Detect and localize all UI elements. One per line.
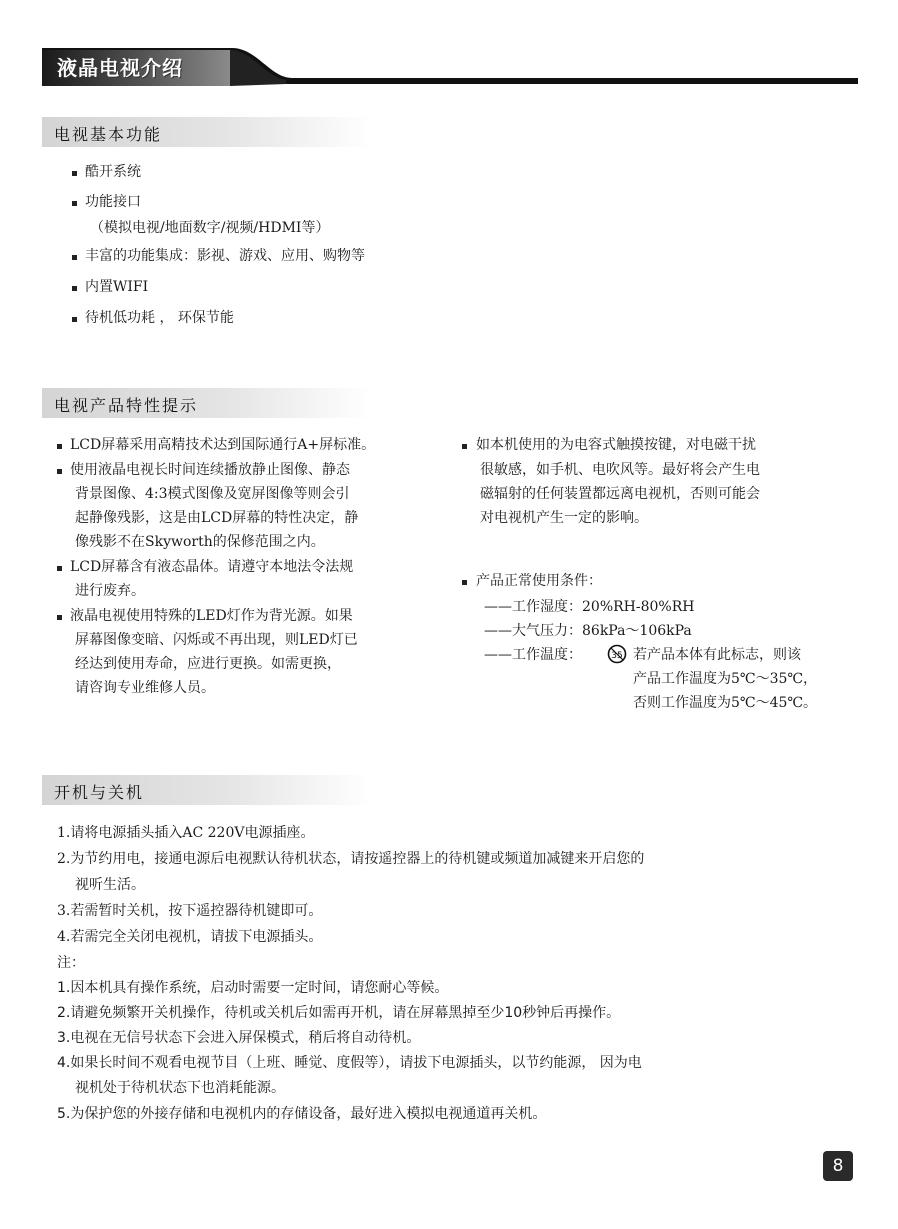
list-item: 内置WIFI [85, 279, 149, 295]
text-line: 起静像残影，这是由LCD屏幕的特性决定，静 [75, 510, 359, 526]
list-item: 待机低功耗 ， 环保节能 [85, 310, 234, 326]
bullet-icon [72, 286, 77, 291]
bullet-icon [72, 201, 77, 206]
note-line: 视机处于待机状态下也消耗能源。 [75, 1080, 285, 1096]
text-line: 磁辐射的任何装置都远离电视机，否则可能会 [480, 486, 760, 502]
section-title: 电视产品特性提示 [54, 396, 199, 415]
step-line: 1.请将电源插头插入AC 220V电源插座。 [57, 825, 315, 841]
text-line: 如本机使用的为电容式触摸按键，对电磁干扰 [476, 437, 756, 453]
svg-text:35: 35 [611, 651, 623, 661]
text-line: 否则工作温度为5℃～45℃。 [633, 695, 818, 711]
text-line: 产品工作温度为5℃～35℃， [633, 671, 818, 687]
bullet-icon [57, 444, 62, 449]
text-line: 像残影不在Skyworth的保修范围之内。 [75, 534, 325, 550]
section-header-basic [42, 117, 372, 147]
bullet-icon [57, 615, 62, 620]
text-line: LCD屏幕含有液态晶体。请遵守本地法令法规 [70, 559, 354, 575]
page-header-banner [42, 42, 858, 90]
note-line: 1.因本机具有操作系统，启动时需要一定时间，请您耐心等候。 [57, 980, 449, 996]
text-line: 对电视机产生一定的影响。 [480, 510, 648, 526]
note-label: 注： [57, 955, 85, 971]
bullet-icon [72, 171, 77, 176]
list-item: 功能接口 [85, 194, 141, 210]
text-line: 很敏感，如手机、电吹风等。最好将会产生电 [480, 462, 760, 478]
conditions-title: 产品正常使用条件： [476, 573, 602, 589]
list-item: 酷开系统 [85, 164, 141, 180]
list-item-detail: （模拟电视/地面数字/视频/HDMI等） [90, 220, 330, 236]
text-line: LCD屏幕采用高精技术达到国际通行A+屏标准。 [70, 437, 376, 453]
page-title: 液晶电视介绍 [57, 56, 183, 80]
step-line: 2.为节约用电，接通电源后电视默认待机状态，请按遥控器上的待机键或频道加减键来开启您的 [57, 851, 645, 867]
text-line: 请咨询专业维修人员。 [75, 680, 215, 696]
section-header-features [42, 388, 372, 418]
list-item: 丰富的功能集成：影视、游戏、应用、购物等 [85, 248, 365, 264]
bullet-icon [72, 317, 77, 322]
bullet-icon [462, 444, 467, 449]
text-line: 液晶电视使用特殊的LED灯作为背光源。如果 [70, 608, 353, 624]
bullet-icon [57, 469, 62, 474]
temperature-symbol-icon [607, 644, 627, 664]
condition-temperature: ——工作温度： [484, 647, 582, 663]
page-number: 8 [823, 1151, 853, 1181]
text-line: 进行废弃。 [75, 583, 145, 599]
note-line: 3.电视在无信号状态下会进入屏保模式，稍后将自动待机。 [57, 1030, 421, 1046]
text-line: 屏幕图像变暗、闪烁或不再出现，则LED灯已 [75, 632, 358, 648]
section-title: 开机与关机 [54, 783, 145, 802]
note-line: 4.如果长时间不观看电视节目（上班、睡觉、度假等），请拔下电源插头，以节约能源， 因为电 [57, 1055, 642, 1071]
bullet-icon [462, 580, 467, 585]
condition-pressure: ——大气压力：86kPa～106kPa [484, 623, 692, 639]
section-title: 电视基本功能 [54, 125, 163, 144]
text-line: 经达到使用寿命，应进行更换。如需更换， [75, 656, 341, 672]
step-line: 3.若需暂时关机，按下遥控器待机键即可。 [57, 903, 323, 919]
section-header-power [42, 775, 372, 805]
step-line: 4.若需完全关闭电视机，请拔下电源插头。 [57, 929, 323, 945]
condition-humidity: ——工作湿度：20%RH-80%RH [484, 599, 695, 615]
step-line: 视听生活。 [75, 877, 145, 893]
text-line: 若产品本体有此标志，则该 [633, 647, 801, 663]
bullet-icon [57, 566, 62, 571]
note-line: 5.为保护您的外接存储和电视机内的存储设备，最好进入模拟电视通道再关机。 [57, 1106, 547, 1122]
note-line: 2.请避免频繁开关机操作，待机或关机后如需再开机，请在屏幕黑掉至少10秒钟后再操作。 [57, 1005, 621, 1021]
text-line: 使用液晶电视长时间连续播放静止图像、静态 [70, 462, 350, 478]
bullet-icon [72, 255, 77, 260]
text-line: 背景图像、4:3模式图像及宽屏图像等则会引 [75, 486, 350, 502]
